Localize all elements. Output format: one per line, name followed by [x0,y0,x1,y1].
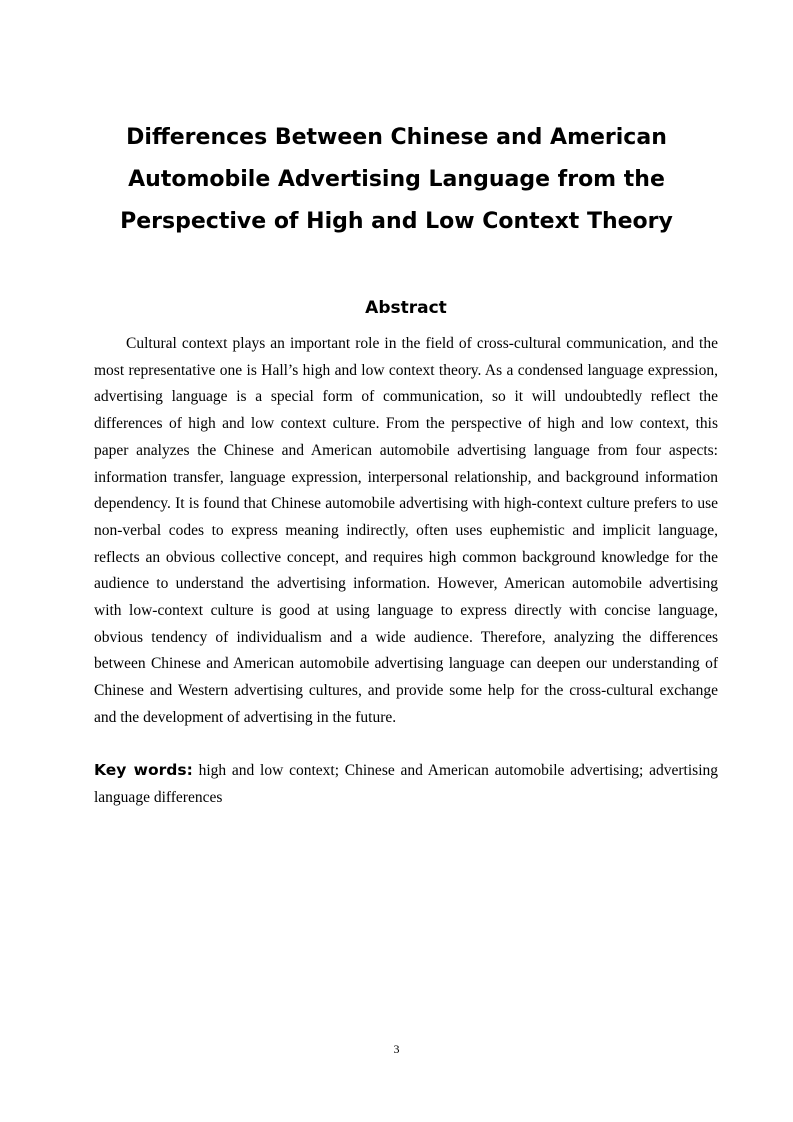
keywords-paragraph [94,757,718,811]
keywords-text: high and low context; Chinese and American automobile advertising; advertising language differences [94,762,719,806]
abstract-heading: Abstract [365,298,447,318]
keywords-label: Key words: [94,761,193,779]
page-number: 3 [393,1042,400,1056]
abstract-paragraph: Cultural context plays an important role in the field of cross-cultural communication, and the most representative one is Hall’s high and low context theory. As a condensed language expression, advertising language is a special form of communication, so it will undoubtedly reflect the differences of high and low context culture. From the perspective of high and low context, this paper analyzes the Chinese and American automobile advertising language from four aspects: information transfer, language expression, interpersonal relationship, and background information dependency. It is found that Chinese automobile advertising with high-context culture prefers to use non-verbal codes to express meaning indirectly, often uses euphemistic and implicit language, reflects an obvious collective concept, and requires high common background knowledge for the audience to understand the advertising information. However, American automobile advertising with low-context culture is good at using language to express directly with concise language, obvious tendency of individualism and a wide audience. Therefore, analyzing the differences between Chinese and American automobile advertising language can deepen our understanding of Chinese and Western advertising cultures, and provide some help for the cross-cultural exchange and the development of advertising in the future. [94,335,718,726]
paper-title: Differences Between Chinese and American Automobile Advertising Language from the Perspective of High and Low Context Theory [120,125,673,234]
